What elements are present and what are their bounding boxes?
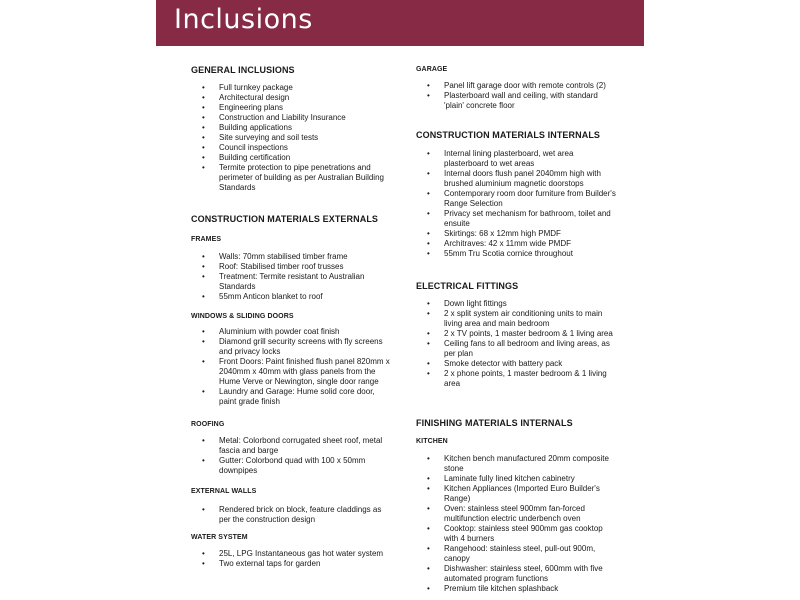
frames-heading: FRAMES bbox=[191, 236, 222, 243]
list-item: • Termite protection to pipe penetrations and perimeter of building as per Australian Building Standards bbox=[191, 163, 391, 193]
list-item: • 55mm Tru Scotia cornice throughout bbox=[416, 249, 616, 259]
garage-list bbox=[416, 81, 616, 111]
roofing-list bbox=[191, 436, 391, 476]
general-inclusions-list bbox=[191, 83, 391, 193]
frames-list bbox=[191, 252, 391, 302]
list-item: • Internal lining plasterboard, wet area plasterboard to wet areas bbox=[416, 149, 616, 169]
external-walls-heading: EXTERNAL WALLS bbox=[191, 488, 257, 495]
list-item: • Metal: Colorbond corrugated sheet roof, metal fascia and barge bbox=[191, 436, 391, 456]
list-item: • Construction and Liability Insurance bbox=[191, 113, 391, 123]
list-item: • Dishwasher: stainless steel, 600mm with five automated program functions bbox=[416, 564, 616, 584]
water-system-heading: WATER SYSTEM bbox=[191, 534, 248, 541]
internals-list bbox=[416, 149, 616, 259]
list-item: • Engineering plans bbox=[191, 103, 391, 113]
list-item: • Architectural design bbox=[191, 93, 391, 103]
list-item: • Oven: stainless steel 900mm fan-forced multifunction electric underbench oven bbox=[416, 504, 616, 524]
external-walls-list bbox=[191, 505, 391, 525]
electrical-heading: ELECTRICAL FITTINGS bbox=[416, 281, 519, 291]
list-item: • Front Doors: Paint finished flush panel 820mm x 2040mm x 40mm with glass panels from the Hume Verve or Newington, single door range bbox=[191, 357, 391, 387]
page-title: Inclusions bbox=[174, 4, 313, 35]
windows-list bbox=[191, 327, 391, 407]
list-item: • Building certification bbox=[191, 153, 391, 163]
list-item: • 2 x TV points, 1 master bedroom & 1 living area bbox=[416, 329, 616, 339]
list-item: • Down light fittings bbox=[416, 299, 616, 309]
internals-heading: CONSTRUCTION MATERIALS INTERNALS bbox=[416, 130, 601, 140]
list-item: • Roof: Stabilised timber roof trusses bbox=[191, 262, 391, 272]
list-item: • Premium tile kitchen splashback bbox=[416, 584, 616, 594]
list-item: • 2 x phone points, 1 master bedroom & 1 living area bbox=[416, 369, 616, 389]
list-item: • Rangehood: stainless steel, pull-out 900m, canopy bbox=[416, 544, 616, 564]
roofing-heading: ROOFING bbox=[191, 421, 225, 428]
title-banner bbox=[156, 0, 644, 46]
electrical-list bbox=[416, 299, 616, 389]
list-item: • 55mm Anticon blanket to roof bbox=[191, 292, 391, 302]
windows-heading: WINDOWS & SLIDING DOORS bbox=[191, 313, 294, 320]
finishing-heading: FINISHING MATERIALS INTERNALS bbox=[416, 418, 573, 428]
list-item: • Council inspections bbox=[191, 143, 391, 153]
list-item: • Contemporary room door furniture from Builder's Range Selection bbox=[416, 189, 616, 209]
list-item: • Rendered brick on block, feature claddings as per the construction design bbox=[191, 505, 391, 525]
list-item: • Laminate fully lined kitchen cabinetry bbox=[416, 474, 616, 484]
list-item: • Cooktop: stainless steel 900mm gas cooktop with 4 burners bbox=[416, 524, 616, 544]
list-item: • Privacy set mechanism for bathroom, toilet and ensuite bbox=[416, 209, 616, 229]
list-item: • Full turnkey package bbox=[191, 83, 391, 93]
list-item: • Panel lift garage door with remote controls (2) bbox=[416, 81, 616, 91]
list-item: • Site surveying and soil tests bbox=[191, 133, 391, 143]
list-item: • Laundry and Garage: Hume solid core door, paint grade finish bbox=[191, 387, 391, 407]
general-inclusions-heading: GENERAL INCLUSIONS bbox=[191, 65, 295, 75]
kitchen-list bbox=[416, 454, 616, 594]
list-item: • Kitchen Appliances (Imported Euro Builder's Range) bbox=[416, 484, 616, 504]
list-item: • Kitchen bench manufactured 20mm composite stone bbox=[416, 454, 616, 474]
list-item: • Gutter: Colorbond quad with 100 x 50mm downpipes bbox=[191, 456, 391, 476]
list-item: • Architraves: 42 x 11mm wide PMDF bbox=[416, 239, 616, 249]
list-item: • Treatment: Termite resistant to Australian Standards bbox=[191, 272, 391, 292]
list-item: • Plasterboard wall and ceiling, with standard 'plain' concrete floor bbox=[416, 91, 616, 111]
list-item: • 25L, LPG Instantaneous gas hot water system bbox=[191, 549, 383, 559]
list-item: • Diamond grill security screens with fly screens and privacy locks bbox=[191, 337, 391, 357]
list-item: • Walls: 70mm stabilised timber frame bbox=[191, 252, 391, 262]
kitchen-heading: KITCHEN bbox=[416, 438, 448, 445]
externals-heading: CONSTRUCTION MATERIALS EXTERNALS bbox=[191, 214, 379, 224]
list-item: • Two external taps for garden bbox=[191, 559, 383, 569]
list-item: • 2 x split system air conditioning units to main living area and main bedroom bbox=[416, 309, 616, 329]
water-system-list bbox=[191, 549, 383, 569]
list-item: • Building applications bbox=[191, 123, 391, 133]
garage-heading: GARAGE bbox=[416, 66, 448, 73]
list-item: • Ceiling fans to all bedroom and living areas, as per plan bbox=[416, 339, 616, 359]
list-item: • Internal doors flush panel 2040mm high with brushed aluminium magnetic doorstops bbox=[416, 169, 616, 189]
list-item: • Skirtings: 68 x 12mm high PMDF bbox=[416, 229, 616, 239]
list-item: • Aluminium with powder coat finish bbox=[191, 327, 391, 337]
list-item: • Smoke detector with battery pack bbox=[416, 359, 616, 369]
